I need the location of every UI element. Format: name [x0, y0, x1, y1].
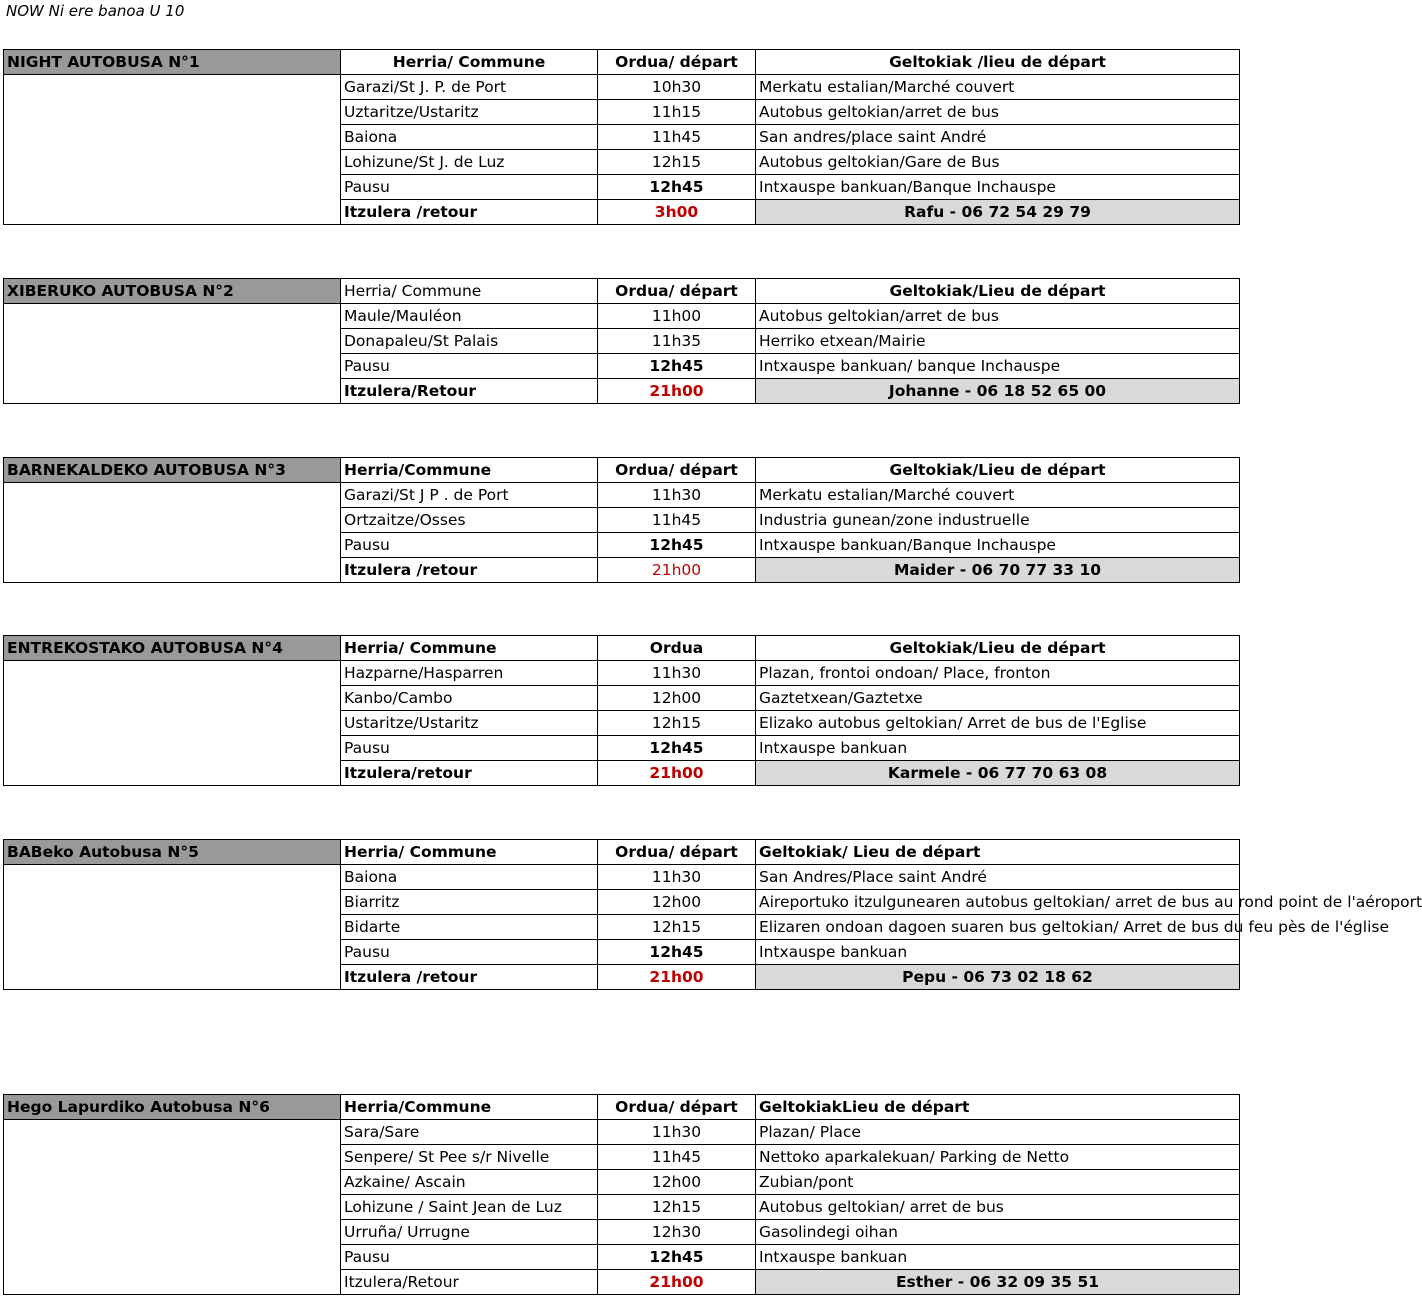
table-header-row: [4, 50, 1240, 75]
return-label: Itzulera /retour: [341, 200, 598, 225]
place-cell: Aireportuko itzulgunearen autobus geltokian/ arret de bus au rond point de l'aéroport: [756, 890, 1240, 915]
place-cell: Gasolindegi oihan: [756, 1220, 1240, 1245]
place-cell: Merkatu estalian/Marché couvert: [756, 75, 1240, 100]
commune-cell: Senpere/ St Pee s/r Nivelle: [341, 1145, 598, 1170]
time-cell: 10h30: [598, 75, 756, 100]
return-time: 21h00: [598, 761, 756, 786]
bus-table: [3, 49, 1240, 225]
commune-cell: Bidarte: [341, 915, 598, 940]
contact-cell: Rafu - 06 72 54 29 79: [756, 200, 1240, 225]
table-row: [4, 483, 1240, 508]
commune-cell: Pausu: [341, 533, 598, 558]
commune-cell: Hazparne/Hasparren: [341, 661, 598, 686]
commune-cell: Pausu: [341, 354, 598, 379]
return-label: Itzulera /retour: [341, 558, 598, 583]
time-cell: 12h00: [598, 890, 756, 915]
place-cell: Merkatu estalian/Marché couvert: [756, 483, 1240, 508]
bus-name: BABeko Autobusa N°5: [4, 840, 341, 865]
column-header: Ordua/ départ: [598, 1095, 756, 1120]
commune-cell: Azkaine/ Ascain: [341, 1170, 598, 1195]
column-header: Geltokiak /lieu de départ: [756, 50, 1240, 75]
commune-cell: Pausu: [341, 1245, 598, 1270]
place-cell: Industria gunean/zone industruelle: [756, 508, 1240, 533]
time-cell: 11h45: [598, 125, 756, 150]
table-header-row: [4, 1095, 1240, 1120]
table-row: [4, 865, 1240, 890]
bus-notes-cell: [4, 483, 341, 583]
bus-name: XIBERUKO AUTOBUSA N°2: [4, 279, 341, 304]
time-cell: 11h15: [598, 100, 756, 125]
return-label: Itzulera/Retour: [341, 1270, 598, 1295]
commune-cell: Garazi/St J. P. de Port: [341, 75, 598, 100]
place-cell: Intxauspe bankuan: [756, 940, 1240, 965]
return-time: 21h00: [598, 965, 756, 990]
commune-cell: Uztaritze/Ustaritz: [341, 100, 598, 125]
bus-notes-cell: [4, 1120, 341, 1295]
time-cell: 12h45: [598, 354, 756, 379]
time-cell: 12h45: [598, 940, 756, 965]
return-label: Itzulera/Retour: [341, 379, 598, 404]
bus-table: [3, 1094, 1240, 1295]
commune-cell: Ustaritze/Ustaritz: [341, 711, 598, 736]
commune-cell: Pausu: [341, 175, 598, 200]
place-cell: Intxauspe bankuan/Banque Inchauspe: [756, 533, 1240, 558]
table-row: [4, 661, 1240, 686]
table-header-row: [4, 636, 1240, 661]
time-cell: 12h45: [598, 736, 756, 761]
return-time: 21h00: [598, 558, 756, 583]
commune-cell: Maule/Mauléon: [341, 304, 598, 329]
time-cell: 12h45: [598, 175, 756, 200]
time-cell: 11h45: [598, 1145, 756, 1170]
contact-cell: Maider - 06 70 77 33 10: [756, 558, 1240, 583]
place-cell: Plazan, frontoi ondoan/ Place, fronton: [756, 661, 1240, 686]
bus-notes-cell: [4, 304, 341, 404]
table-row: [4, 75, 1240, 100]
bus-name: Hego Lapurdiko Autobusa N°6: [4, 1095, 341, 1120]
commune-cell: Sara/Sare: [341, 1120, 598, 1145]
time-cell: 12h00: [598, 1170, 756, 1195]
place-cell: Autobus geltokian/ arret de bus: [756, 1195, 1240, 1220]
time-cell: 12h30: [598, 1220, 756, 1245]
bus-table: [3, 457, 1240, 583]
commune-cell: Lohizune / Saint Jean de Luz: [341, 1195, 598, 1220]
commune-cell: Biarritz: [341, 890, 598, 915]
table-header-row: [4, 458, 1240, 483]
commune-cell: Pausu: [341, 940, 598, 965]
time-cell: 12h15: [598, 150, 756, 175]
bus-name: BARNEKALDEKO AUTOBUSA N°3: [4, 458, 341, 483]
bus-table: [3, 635, 1240, 786]
place-cell: Nettoko aparkalekuan/ Parking de Netto: [756, 1145, 1240, 1170]
document-title: NOW Ni ere banoa U 10: [6, 2, 185, 20]
table-row: [4, 304, 1240, 329]
bus-notes-cell: [4, 865, 341, 990]
column-header: Ordua/ départ: [598, 840, 756, 865]
time-cell: 12h15: [598, 915, 756, 940]
bus-name: NIGHT AUTOBUSA N°1: [4, 50, 341, 75]
place-cell: Autobus geltokian/Gare de Bus: [756, 150, 1240, 175]
bus-notes-cell: [4, 75, 341, 225]
place-cell: Gaztetxean/Gaztetxe: [756, 686, 1240, 711]
column-header: Ordua: [598, 636, 756, 661]
column-header: Geltokiak/ Lieu de départ: [756, 840, 1240, 865]
time-cell: 11h30: [598, 1120, 756, 1145]
time-cell: 12h45: [598, 533, 756, 558]
return-time: 21h00: [598, 1270, 756, 1295]
table-header-row: [4, 840, 1240, 865]
time-cell: 11h45: [598, 508, 756, 533]
return-label: Itzulera/retour: [341, 761, 598, 786]
time-cell: 12h45: [598, 1245, 756, 1270]
column-header: Ordua/ départ: [598, 279, 756, 304]
place-cell: Intxauspe bankuan: [756, 736, 1240, 761]
place-cell: San andres/place saint André: [756, 125, 1240, 150]
return-time: 3h00: [598, 200, 756, 225]
column-header: Geltokiak/Lieu de départ: [756, 458, 1240, 483]
bus-table: [3, 278, 1240, 404]
time-cell: 11h30: [598, 483, 756, 508]
table-header-row: [4, 279, 1240, 304]
column-header: Geltokiak/Lieu de départ: [756, 279, 1240, 304]
time-cell: 12h15: [598, 1195, 756, 1220]
bus-table: [3, 839, 1422, 990]
place-cell: Intxauspe bankuan/Banque Inchauspe: [756, 175, 1240, 200]
time-cell: 11h30: [598, 661, 756, 686]
column-header: Herria/ Commune: [341, 840, 598, 865]
commune-cell: Kanbo/Cambo: [341, 686, 598, 711]
contact-cell: Esther - 06 32 09 35 51: [756, 1270, 1240, 1295]
commune-cell: Baiona: [341, 865, 598, 890]
place-cell: Herriko etxean/Mairie: [756, 329, 1240, 354]
column-header: Ordua/ départ: [598, 458, 756, 483]
column-header: Geltokiak/Lieu de départ: [756, 636, 1240, 661]
return-label: Itzulera /retour: [341, 965, 598, 990]
place-cell: Intxauspe bankuan: [756, 1245, 1240, 1270]
contact-cell: Karmele - 06 77 70 63 08: [756, 761, 1240, 786]
commune-cell: Lohizune/St J. de Luz: [341, 150, 598, 175]
place-cell: San Andres/Place saint André: [756, 865, 1240, 890]
column-header: Herria/ Commune: [341, 50, 598, 75]
commune-cell: Baiona: [341, 125, 598, 150]
commune-cell: Garazi/St J P . de Port: [341, 483, 598, 508]
column-header: Herria/ Commune: [341, 279, 598, 304]
table-row: [4, 1120, 1240, 1145]
place-cell: Elizako autobus geltokian/ Arret de bus de l'Eglise: [756, 711, 1240, 736]
return-time: 21h00: [598, 379, 756, 404]
contact-cell: Johanne - 06 18 52 65 00: [756, 379, 1240, 404]
column-header: Ordua/ départ: [598, 50, 756, 75]
time-cell: 12h15: [598, 711, 756, 736]
contact-cell: Pepu - 06 73 02 18 62: [756, 965, 1240, 990]
column-header: Herria/Commune: [341, 1095, 598, 1120]
commune-cell: Ortzaitze/Osses: [341, 508, 598, 533]
place-cell: Autobus geltokian/arret de bus: [756, 304, 1240, 329]
time-cell: 11h35: [598, 329, 756, 354]
time-cell: 11h30: [598, 865, 756, 890]
commune-cell: Donapaleu/St Palais: [341, 329, 598, 354]
place-cell: Autobus geltokian/arret de bus: [756, 100, 1240, 125]
place-cell: Intxauspe bankuan/ banque Inchauspe: [756, 354, 1240, 379]
time-cell: 12h00: [598, 686, 756, 711]
column-header: Herria/ Commune: [341, 636, 598, 661]
place-cell: Zubian/pont: [756, 1170, 1240, 1195]
place-cell: Plazan/ Place: [756, 1120, 1240, 1145]
commune-cell: Pausu: [341, 736, 598, 761]
commune-cell: Urruña/ Urrugne: [341, 1220, 598, 1245]
bus-name: ENTREKOSTAKO AUTOBUSA N°4: [4, 636, 341, 661]
place-cell: Elizaren ondoan dagoen suaren bus geltokian/ Arret de bus du feu pès de l'église: [756, 915, 1240, 940]
column-header: GeltokiakLieu de départ: [756, 1095, 1240, 1120]
column-header: Herria/Commune: [341, 458, 598, 483]
time-cell: 11h00: [598, 304, 756, 329]
bus-notes-cell: [4, 661, 341, 786]
